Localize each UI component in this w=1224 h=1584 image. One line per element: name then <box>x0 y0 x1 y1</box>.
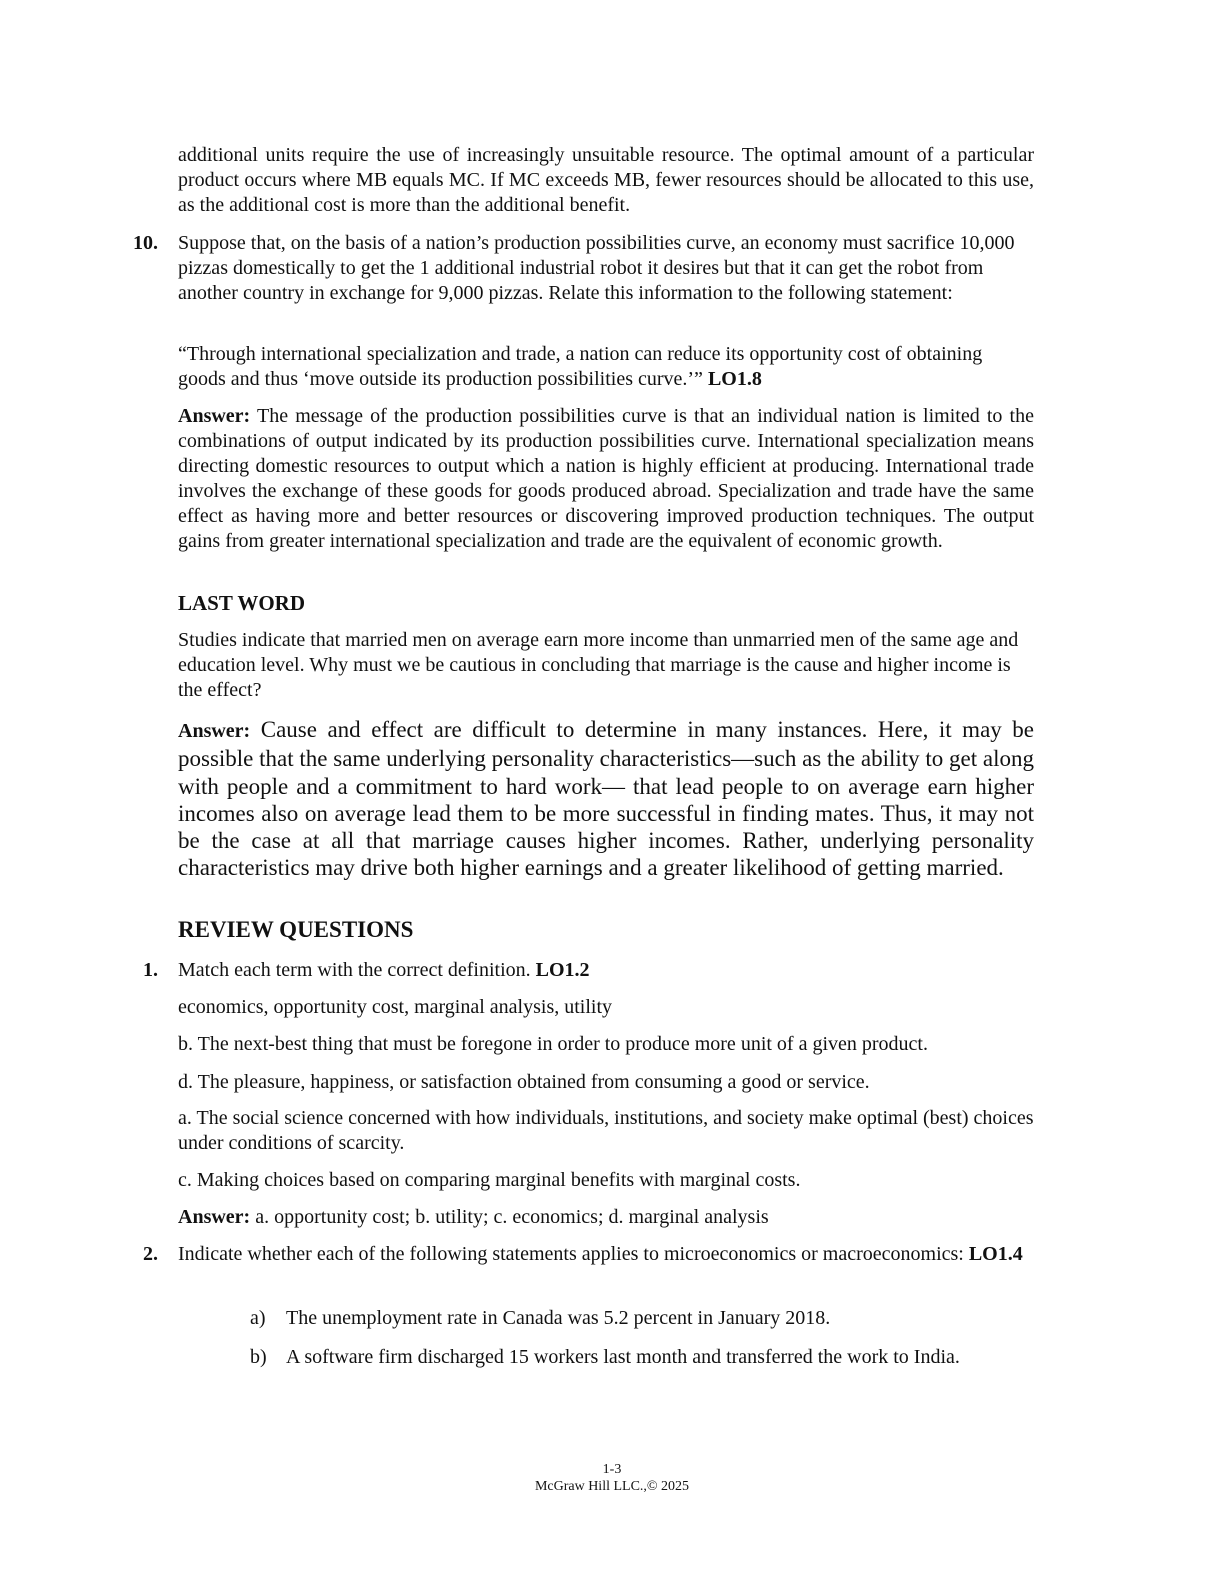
answer-label: Answer: <box>178 405 251 427</box>
answer-label: Answer: <box>178 720 251 742</box>
copyright: McGraw Hill LLC.,© 2025 <box>534 1479 690 1494</box>
review-question-2-text: Indicate whether each of the following statements applies to microeconomics or macroeconomics: LO1.4 <box>178 1243 1023 1265</box>
question-10-text: Suppose that, on the basis of a nation’s production possibilities curve, an economy must sacrifice 10,000 pizzas domestically to get the 1 additional industrial robot it desires but that it can get the robot from another country in exchange for 9,000 pizzas. Relate this information to the following statement: <box>178 232 1015 304</box>
last-word-question: Studies indicate that married men on average earn more income than unmarried men of the same age and education level. Why must we be cautious in concluding that marriage is the cause and higher income is the effect? <box>178 629 1019 701</box>
review-questions-heading: REVIEW QUESTIONS <box>178 917 414 942</box>
learning-objective: LO1.8 <box>707 368 762 390</box>
review-question-1-answer: Answer: a. opportunity cost; b. utility; c. economics; d. marginal analysis <box>178 1206 769 1228</box>
continuation-paragraph: additional units require the use of increasingly unsuitable resource. The optimal amount of a particular product occurs where MB equals MC. If MC exceeds MB, fewer resources should be allocated to this use, as the additional cost is more than the additional benefit. <box>178 144 1034 216</box>
last-word-heading: LAST WORD <box>178 591 306 615</box>
page-number: 1-3 <box>602 1462 622 1477</box>
question-10-quote: “Through international specialization and trade, a nation can reduce its opportunity cost of obtaining goods and thus ‘move outside its production possibilities curve.’” LO1.8 <box>178 343 983 390</box>
definition-c: c. Making choices based on comparing marginal benefits with marginal costs. <box>178 1169 801 1191</box>
last-word-answer: Answer: Cause and effect are difficult to determine in many instances. Here, it may be possible that the same underlying personality characteristics—such as the ability to get along with people and a commitment to hard work— that lead people to on average earn higher incomes also on average lead them to be more successful in finding mates. Thus, it may not be the case at all that marriage causes higher incomes. Rather, underlying personality characteristics may drive both higher earnings and a greater likelihood of getting married. <box>178 717 1035 881</box>
review-question-2-item-a: a) The unemployment rate in Canada was 5.2 percent in January 2018. <box>250 1307 831 1329</box>
question-10-answer: Answer: The message of the production possibilities curve is that an individual nation is limited to the combinations of output indicated by its production possibilities curve. International specialization means directing domestic resources to output which a nation is highly efficient at producing. International trade involves the exchange of these goods for goods produced abroad. Specialization and trade have the same effect as having more and better resources or discovering improved production techniques. The output gains from greater international specialization and trade are the equivalent of economic growth. <box>178 405 1034 552</box>
definition-a: a. The social science concerned with how individuals, institutions, and society make optimal (best) choices under conditions of scarcity. <box>178 1107 1034 1154</box>
review-question-2-item-b: b) A software firm discharged 15 workers last month and transferred the work to India. <box>250 1346 960 1368</box>
definition-b: b. The next-best thing that must be foregone in order to produce more unit of a given product. <box>178 1033 928 1055</box>
definition-d: d. The pleasure, happiness, or satisfaction obtained from consuming a good or service. <box>178 1071 870 1093</box>
learning-objective: LO1.4 <box>968 1243 1023 1265</box>
review-question-1-number: 1. <box>143 959 158 981</box>
answer-label: Answer: <box>178 1206 251 1228</box>
term-list: economics, opportunity cost, marginal analysis, utility <box>178 996 613 1018</box>
learning-objective: LO1.2 <box>535 959 590 981</box>
question-10-number: 10. <box>133 232 158 254</box>
review-question-2-number: 2. <box>143 1243 158 1265</box>
review-question-1-text: Match each term with the correct definition. LO1.2 <box>178 959 590 981</box>
